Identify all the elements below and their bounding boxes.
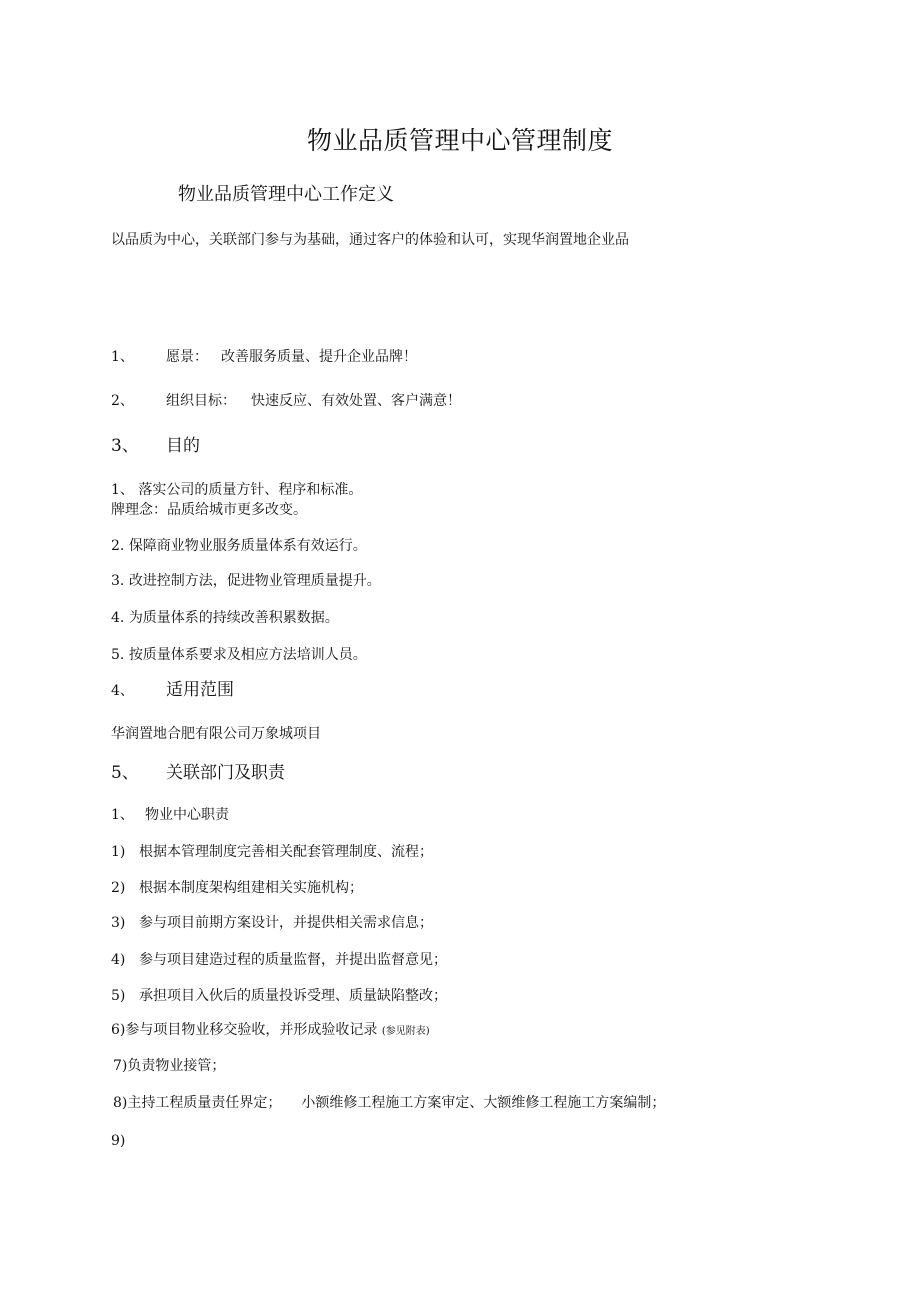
point-number: 3.: [111, 573, 125, 589]
duty-item: [111, 881, 363, 895]
item-text: 快速反应、有效处置、客户满意！: [251, 393, 461, 409]
sub-heading-number: 1、: [111, 807, 134, 823]
duty-text: 根据本制度架构组建相关实施机构；: [139, 880, 363, 896]
duty-text: 参与项目建造过程的质量监督，并提出监督意见；: [139, 952, 447, 968]
duty-number: 1): [111, 844, 126, 860]
point-number: 1、: [111, 482, 134, 498]
duty-number: 3): [111, 915, 126, 931]
document-subtitle: 物业品质管理中心工作定义: [178, 184, 394, 205]
duty-number: 4): [111, 952, 126, 968]
item-goal: [111, 394, 461, 408]
duty-item: [111, 916, 433, 930]
section-4-heading: [111, 682, 234, 699]
duty-text-2: 小额维修工程施工方案审定、大额维修工程施工方案编制；: [301, 1095, 666, 1111]
duty-item: [113, 1096, 665, 1110]
duty-item: [111, 1134, 125, 1148]
section-title: 目的: [166, 436, 200, 456]
duty-text: 负责物业接管；: [127, 1058, 226, 1074]
duty-item: [111, 845, 433, 859]
duty-text: 参与项目前期方案设计，并提供相关需求信息；: [139, 915, 433, 931]
section-number: 5、: [111, 763, 139, 783]
duty-item: [113, 1059, 225, 1073]
document-title: 物业品质管理中心管理制度: [306, 126, 613, 155]
item-label: 愿景：: [166, 349, 208, 365]
duty-number: 6): [111, 1022, 126, 1038]
point-number: 4.: [111, 610, 125, 626]
purpose-point: [111, 483, 362, 497]
duty-item: [111, 989, 447, 1003]
point-text: 为质量体系的持续改善积累数据。: [128, 610, 339, 626]
duty-number: 2): [111, 880, 126, 896]
item-number: 1、: [111, 349, 134, 365]
duty-text: 承担项目入伙后的质量投诉受理、质量缺陷整改；: [139, 988, 447, 1004]
point-text: 落实公司的质量方针、程序和标准。: [138, 482, 363, 498]
point-text: 改进控制方法，促进物业管理质量提升。: [128, 573, 381, 589]
duty-text: 参与项目物业移交验收，并形成验收记录: [125, 1022, 378, 1038]
duty-text: 根据本管理制度完善相关配套管理制度、流程；: [139, 844, 433, 860]
section-5-heading: [111, 765, 285, 782]
point-text: 按质量体系要求及相应方法培训人员。: [128, 647, 367, 663]
item-text: 改善服务质量、提升企业品牌！: [221, 349, 417, 365]
duty-number: 8): [113, 1095, 128, 1111]
point-text: 牌理念：品质给城市更多改变。: [111, 502, 307, 518]
duty-number: 5): [111, 988, 126, 1004]
duty-item: [111, 953, 447, 967]
purpose-point: [111, 648, 367, 662]
purpose-point: [111, 503, 307, 517]
sub-heading-text: 物业中心职责: [145, 807, 229, 823]
item-label: 组织目标：: [166, 393, 236, 409]
section-title: 关联部门及职责: [166, 763, 285, 783]
point-text: 保障商业物业服务质量体系有效运行。: [128, 538, 367, 554]
duty-number: 9): [111, 1133, 126, 1149]
duty-item: [111, 1023, 430, 1037]
point-number: 5.: [111, 647, 125, 663]
section-number: 3、: [111, 436, 139, 456]
section-3-heading: [111, 438, 200, 455]
item-number: 2、: [111, 393, 134, 409]
purpose-point: [111, 539, 367, 553]
section-title: 适用范围: [166, 680, 234, 700]
duty-note: (参见附表): [381, 1026, 430, 1037]
definition-line: 以品质为中心，关联部门参与为基础，通过客户的体验和认可，实现华润置地企业品: [111, 232, 629, 248]
point-number: 2.: [111, 538, 125, 554]
purpose-point: [111, 574, 381, 588]
purpose-point: [111, 611, 339, 625]
sub-heading: [111, 808, 229, 822]
duty-number: 7): [113, 1058, 128, 1074]
section-number: 4、: [111, 683, 134, 699]
item-vision: [111, 350, 417, 364]
scope-text: 华润置地合肥有限公司万象城项目: [111, 726, 321, 742]
duty-text: 主持工程质量责任界定；: [127, 1095, 282, 1111]
